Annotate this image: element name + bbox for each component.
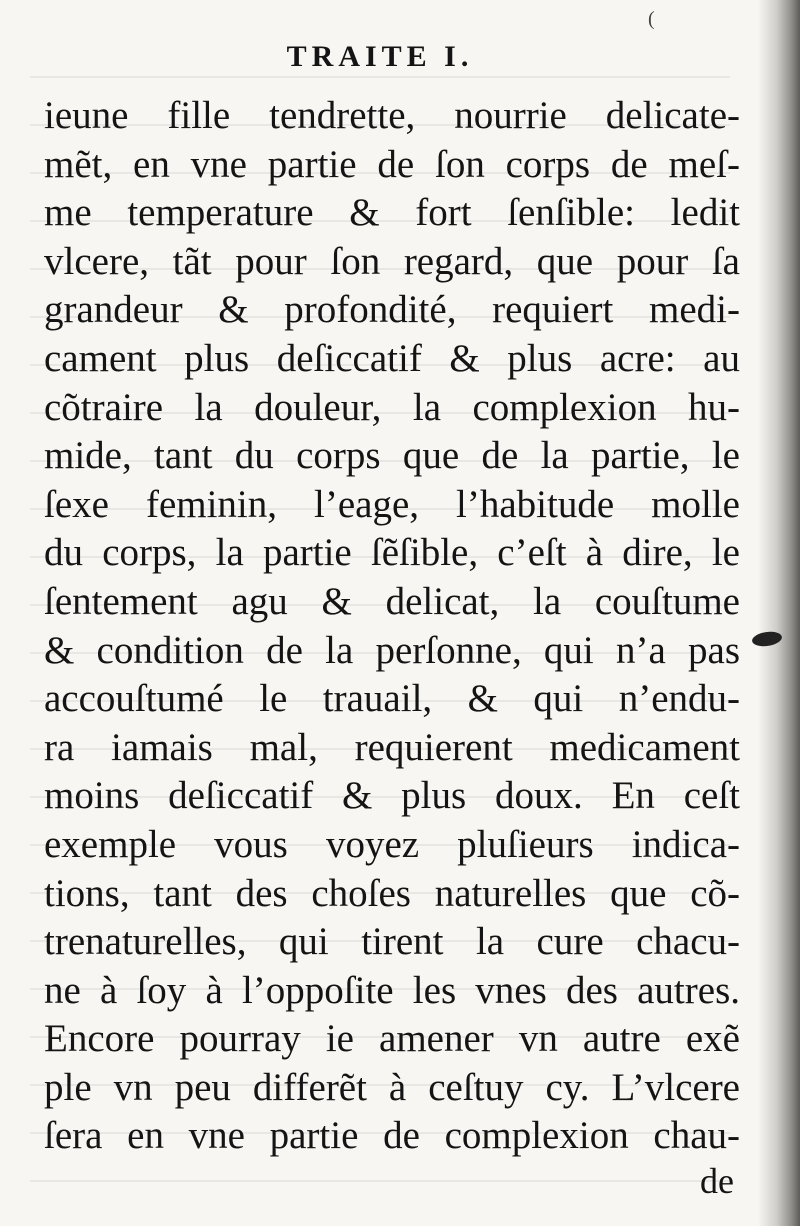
text-line: ra iamais mal, requierent medicament (44, 725, 740, 769)
catchword: de (700, 1161, 734, 1201)
text-line: exemple vous voyez pluſieurs indica- (44, 822, 740, 866)
text-line: ſentement agu & delicat, la couſtume (44, 579, 740, 623)
text-line: Encore pourray ie amener vn autre exẽ (44, 1017, 740, 1061)
text-line: ſera en vne partie de complexion chau- (44, 1114, 740, 1158)
text-line: vlcere, tãt pour ſon regard, que pour ſa (44, 239, 740, 283)
text-line: mẽt, en vne partie de ſon corps de meſ- (44, 142, 740, 186)
text-line: ple vn peu differẽt à ceſtuy cy. L’vlcere (44, 1065, 740, 1109)
text-line: grandeur & profondité, requiert medi- (44, 288, 740, 332)
text-line: accouſtumé le trauail, & qui n’endu- (44, 677, 740, 721)
text-line: cõtraire la douleur, la complexion hu- (44, 385, 740, 429)
text-line: tions, tant des choſes naturelles que cõ- (44, 871, 740, 915)
running-head: TRAITE I. (286, 40, 474, 73)
text-line: me temperature & fort ſenſible: ledit (44, 191, 740, 235)
text-line: trenaturelles, qui tirent la cure chacu- (44, 920, 740, 964)
page-gutter-shadow (758, 0, 800, 1226)
text-line: cament plus deſiccatif & plus acre: au (44, 336, 740, 380)
text-line: & condition de la perſonne, qui n’a pas (44, 628, 740, 672)
body-text (44, 92, 740, 1161)
text-line: moins deſiccatif & plus doux. En ceſt (44, 774, 740, 818)
text-line: ſexe feminin, l’eage, l’habitude molle (44, 482, 740, 526)
text-line: du corps, la partie ſẽſible, c’eſt à dire, le (44, 531, 740, 575)
page-corner-mark: ( (648, 8, 655, 30)
text-line: ieune fille tendrette, nourrie delicate- (44, 94, 740, 137)
text-line: mide, tant du corps que de la partie, le (44, 434, 740, 478)
text-line: ne à ſoy à l’oppoſite les vnes des autres. (44, 968, 740, 1012)
